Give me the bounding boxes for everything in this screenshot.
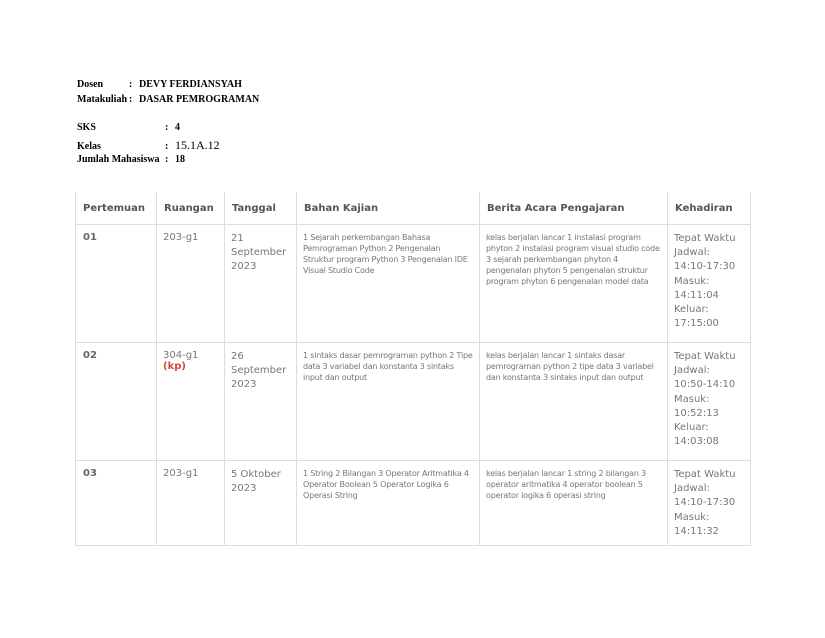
- keluar-value: 14:03:08: [674, 436, 719, 448]
- berita-acara-cell: kelas berjalan lancar 1 instalasi program phyton 2 instalasi program visual studio code 3 sejarah perkembangan phyton 4 pengenalan phyton 5 pengenalan struktur program phyton 6 pengenalan model data: [480, 225, 668, 343]
- col-header-berita-acara: Berita Acara Pengajaran: [480, 192, 668, 225]
- table-header-row: [76, 192, 751, 225]
- jumlah-mahasiswa-row: [77, 154, 185, 165]
- pertemuan-cell: 02: [76, 343, 157, 461]
- dosen-label: Dosen: [77, 79, 104, 90]
- masuk-value: 10:52:13: [674, 407, 719, 419]
- sks-value: 4: [175, 122, 180, 133]
- col-header-tanggal: Tanggal: [225, 192, 297, 225]
- attendance-table: [75, 192, 751, 546]
- table-row: [76, 461, 751, 546]
- ruangan-value: 304-g1: [163, 350, 199, 361]
- jadwal-label: Jadwal:: [674, 247, 710, 259]
- matakuliah-row: [77, 94, 259, 105]
- separator: :: [165, 122, 169, 133]
- table-row: [76, 343, 751, 461]
- kehadiran-cell: [668, 225, 751, 343]
- jadwal-value: 14:10-17:30: [674, 261, 736, 273]
- col-header-bahan-kajian: Bahan Kajian: [297, 192, 480, 225]
- keluar-value: 17:15:00: [674, 318, 719, 330]
- kehadiran-status: Tepat Waktu: [674, 233, 736, 244]
- pertemuan-cell: 03: [76, 461, 157, 546]
- kehadiran-status: Tepat Waktu: [674, 351, 736, 362]
- separator: :: [129, 94, 133, 105]
- ruangan-cell: [157, 461, 225, 546]
- kehadiran-status: Tepat Waktu: [674, 469, 736, 480]
- masuk-label: Masuk:: [674, 511, 710, 523]
- berita-acara-cell: kelas berjalan lancar 1 string 2 bilangan 3 operator aritmatika 4 operator boolean 5 operator logika 6 operasi string: [480, 461, 668, 546]
- ruangan-cell: [157, 225, 225, 343]
- separator: :: [129, 79, 133, 90]
- ruangan-value: 203-g1: [163, 468, 199, 479]
- matakuliah-label: Matakuliah: [77, 94, 128, 105]
- berita-acara-cell: kelas berjalan lancar 1 sintaks dasar pemrograman python 2 tipe data 3 variabel dan konstanta 3 sintaks input dan output: [480, 343, 668, 461]
- bahan-kajian-cell: 1 sintaks dasar pemrograman python 2 Tipe data 3 variabel dan konstanta 3 sintaks input dan output: [297, 343, 480, 461]
- bahan-kajian-cell: 1 Sejarah perkembangan Bahasa Pemrograman Python 2 Pengenalan Struktur program Python 3 Pengenalan IDE Visual Studio Code: [297, 225, 480, 343]
- kelas-row: [77, 138, 220, 153]
- dosen-value: DEVY FERDIANSYAH: [139, 79, 242, 90]
- kelas-value: 15.1A.12: [175, 138, 220, 152]
- matakuliah-value: DASAR PEMROGRAMAN: [139, 94, 260, 105]
- masuk-label: Masuk:: [674, 275, 710, 287]
- sks-label: SKS: [77, 122, 96, 133]
- jadwal-value: 10:50-14:10: [674, 379, 736, 391]
- separator: :: [165, 141, 169, 152]
- jumlah-mahasiswa-label: Jumlah Mahasiswa: [77, 154, 160, 165]
- masuk-label: Masuk:: [674, 393, 710, 405]
- tanggal-cell: 26 September 2023: [225, 343, 297, 461]
- keluar-label: Keluar:: [674, 422, 709, 434]
- col-header-ruangan: Ruangan: [157, 192, 225, 225]
- col-header-pertemuan: Pertemuan: [76, 192, 157, 225]
- jadwal-label: Jadwal:: [674, 483, 710, 495]
- tanggal-cell: 5 Oktober 2023: [225, 461, 297, 546]
- masuk-value: 14:11:32: [674, 525, 719, 537]
- col-header-kehadiran: Kehadiran: [668, 192, 751, 225]
- masuk-value: 14:11:04: [674, 289, 719, 301]
- kelas-label: Kelas: [77, 141, 101, 152]
- dosen-row: [77, 79, 242, 90]
- kehadiran-cell: [668, 343, 751, 461]
- jadwal-value: 14:10-17:30: [674, 497, 736, 509]
- separator: :: [165, 154, 169, 165]
- ruangan-value: 203-g1: [163, 232, 199, 243]
- pertemuan-cell: 01: [76, 225, 157, 343]
- kehadiran-cell: [668, 461, 751, 546]
- jadwal-label: Jadwal:: [674, 365, 710, 377]
- sks-row: [77, 122, 180, 133]
- jumlah-mahasiswa-value: 18: [175, 154, 185, 165]
- kp-tag: (kp): [163, 361, 186, 372]
- keluar-label: Keluar:: [674, 304, 709, 316]
- tanggal-cell: 21 September 2023: [225, 225, 297, 343]
- table-row: [76, 225, 751, 343]
- bahan-kajian-cell: 1 String 2 Bilangan 3 Operator Aritmatika 4 Operator Boolean 5 Operator Logika 6 Operasi String: [297, 461, 480, 546]
- ruangan-cell: [157, 343, 225, 461]
